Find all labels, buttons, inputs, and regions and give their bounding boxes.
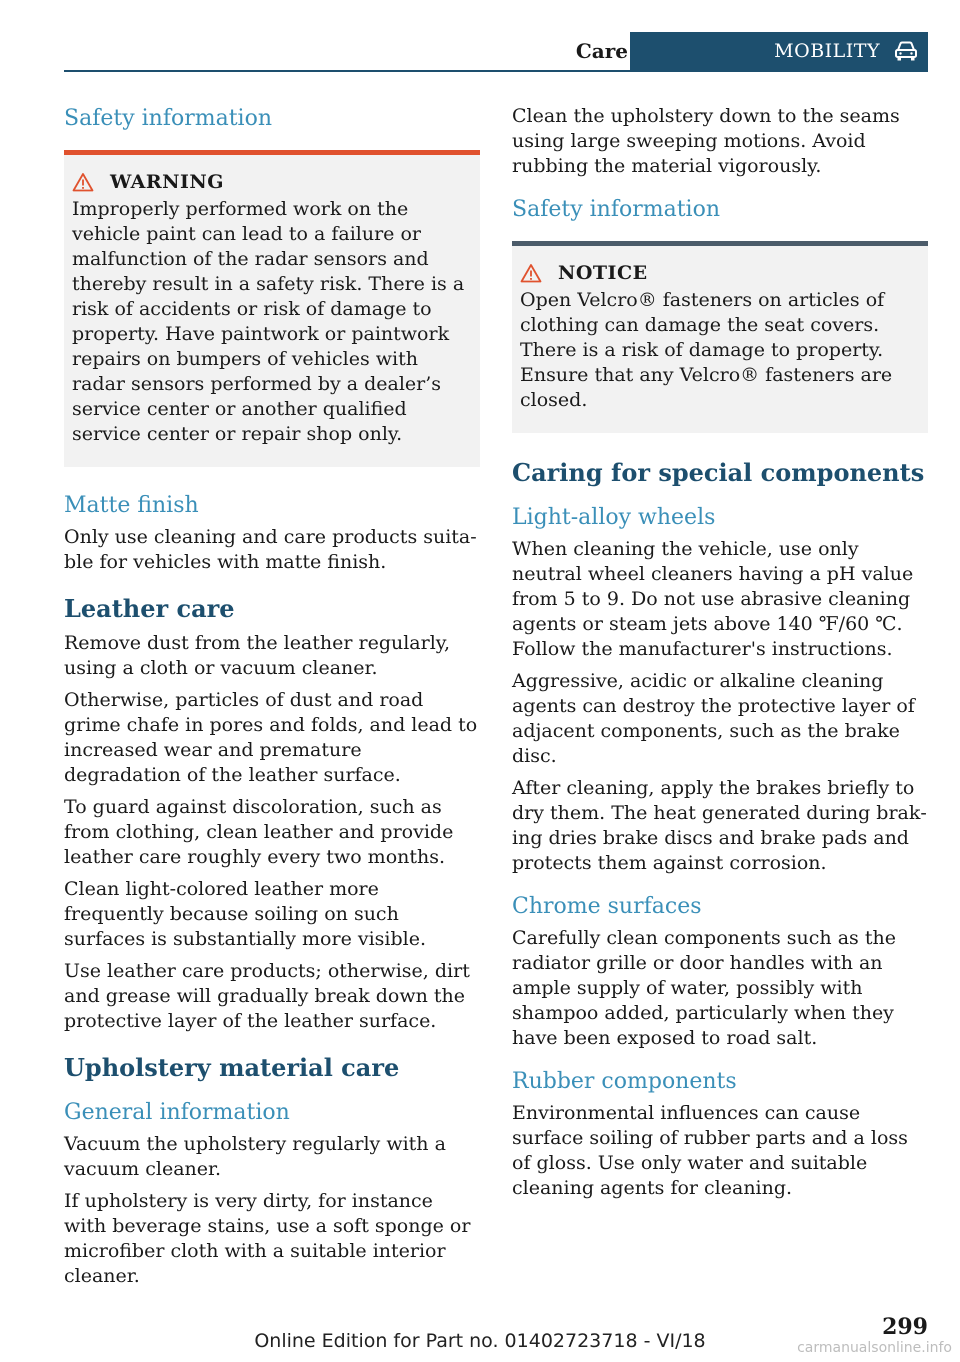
wheels-paragraph: When cleaning the vehicle, use only neutral wheel cleaners having a pH value from 5 to 9. Do not use abrasive cleaning agents or steam jets above 140 ℉/60 ℃. Follow the manufacturer's instructions. <box>512 538 914 660</box>
matte-finish-heading: Matte finish <box>64 493 199 518</box>
left-column <box>64 104 480 1296</box>
notice-title <box>520 262 920 284</box>
warning-title <box>72 171 472 193</box>
leather-care-heading: Leather care <box>64 594 235 623</box>
leather-paragraph: Otherwise, particles of dust and road grime chafe in pores and folds, and lead to increased wear and premature degradation of the leather surface. <box>64 689 478 786</box>
page-number: 299 <box>882 1314 928 1340</box>
warning-label: WARNING <box>110 171 225 193</box>
footer-edition: Online Edition for Part no. 01402723718 - VI/18 <box>254 1330 706 1352</box>
header-rule <box>64 70 928 72</box>
watermark: carmanualsonline.info <box>797 1340 952 1356</box>
header-chapter-title: MOBILITY <box>774 40 880 62</box>
car-icon <box>894 40 918 62</box>
notice-label: NOTICE <box>558 262 648 284</box>
chrome-surfaces-heading: Chrome surfaces <box>512 894 702 919</box>
leather-paragraph: Use leather care products; otherwise, dirt and grease will gradually break down the protective layer of the leather surface. <box>64 960 470 1032</box>
safety-info-heading-right: Safety information <box>512 197 720 222</box>
header-chapter-tab <box>630 32 928 70</box>
rubber-components-heading: Rubber components <box>512 1069 737 1094</box>
general-paragraph: Vacuum the upholstery regularly with a vacuum cleaner. <box>64 1133 446 1180</box>
upholstery-care-heading: Upholstery material care <box>64 1053 400 1082</box>
notice-text: Open Velcro® fasteners on articles of clothing can damage the seat covers. There is a risk of damage to property. Ensure that any Velcro® fasteners are closed. <box>520 289 893 411</box>
notice-callout <box>512 241 928 433</box>
header-section-title: Care <box>575 39 628 63</box>
warning-callout <box>64 150 480 467</box>
general-paragraph: If upholstery is very dirty, for instance with beverage stains, use a soft sponge or microfiber cloth with a suitable interior cleaner. <box>64 1190 471 1287</box>
leather-paragraph: Remove dust from the leather regularly, using a cloth or vacuum cleaner. <box>64 632 451 679</box>
warning-triangle-icon <box>72 172 94 192</box>
matte-finish-text: Only use cleaning and care products suitable for vehicles with matte finish. <box>64 526 477 573</box>
leather-paragraph: Clean light-colored leather more frequently because soiling on such surfaces is substantially more visible. <box>64 878 427 950</box>
special-components-heading: Caring for special components <box>512 458 925 487</box>
upholstery-continued-text: Clean the upholstery down to the seams using large sweeping motions. Avoid rubbing the material vigorously. <box>512 105 900 177</box>
wheels-paragraph: Aggressive, acidic or alkaline cleaning agents can destroy the protective layer of adjacent components, such as the brake disc. <box>512 670 915 767</box>
rubber-text: Environmental influences can cause surface soiling of rubber parts and a loss of gloss. Use only water and suitable cleaning agents for cleaning. <box>512 1102 908 1199</box>
leather-paragraph: To guard against discoloration, such as from clothing, clean leather and provide leather care roughly every two months. <box>64 796 454 868</box>
warning-text: Improperly performed work on the vehicle paint can lead to a failure or malfunction of the radar sensors and thereby result in a safety risk. There is a risk of accidents or risk of damage to property. Have paintwork or paintwork repairs on bumpers of vehicles with radar sensors performed by a dealer’s service center or another qualified service center or repair shop only. <box>72 198 465 445</box>
general-info-heading: General information <box>64 1100 290 1125</box>
light-alloy-wheels-heading: Light-alloy wheels <box>512 505 716 530</box>
wheels-paragraph: After cleaning, apply the brakes briefly to dry them. The heat generated during braking dries brake discs and brake pads and protects them against corrosion. <box>512 777 927 874</box>
chrome-text: Carefully clean components such as the radiator grille or door handles with an ample supply of water, possibly with shampoo added, particularly when they have been exposed to road salt. <box>512 927 896 1049</box>
right-column <box>512 104 928 1208</box>
safety-info-heading: Safety information <box>64 106 272 131</box>
warning-triangle-icon <box>520 263 542 283</box>
